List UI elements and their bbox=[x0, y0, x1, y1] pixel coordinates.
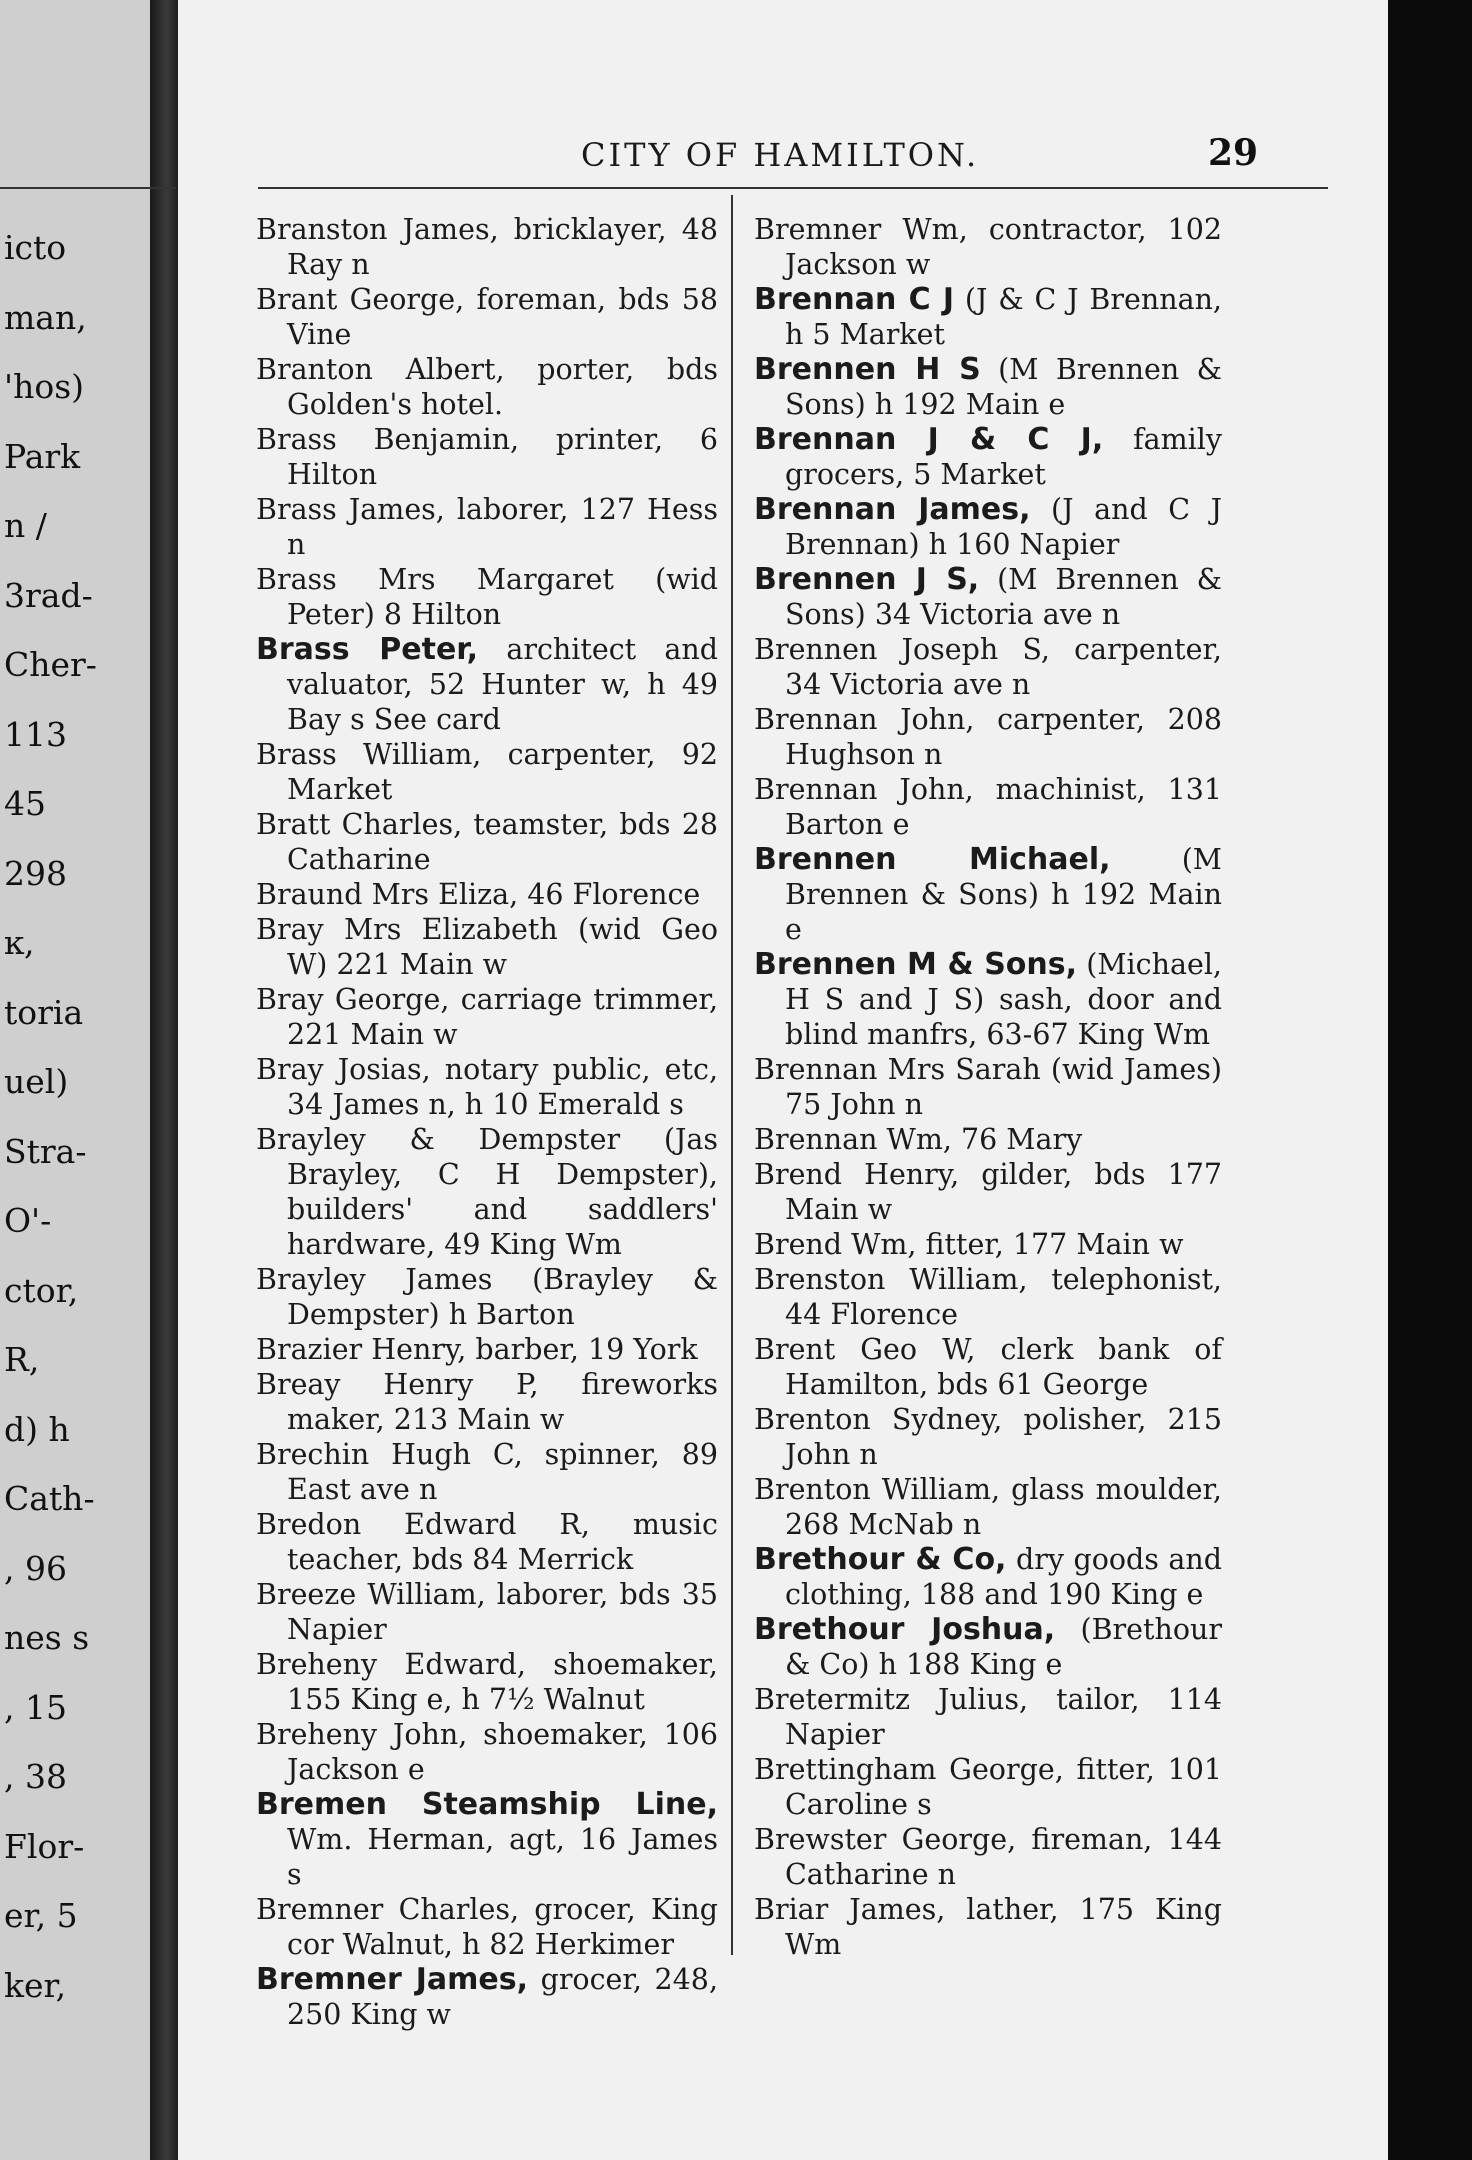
facing-page-fragment: er, 5 bbox=[4, 1896, 78, 1935]
facing-page-fragment: nes s bbox=[4, 1618, 90, 1657]
directory-entry bbox=[754, 492, 1222, 562]
facing-page-fragment: Cher- bbox=[4, 645, 97, 684]
directory-entry bbox=[754, 562, 1222, 632]
facing-page-fragment: R, bbox=[4, 1340, 40, 1379]
page-number: 29 bbox=[1208, 132, 1259, 174]
entry-text: Wm. Herman, agt, 16 James s bbox=[287, 1823, 718, 1891]
facing-page-fragment: 45 bbox=[4, 784, 46, 823]
entry-text: Brent Geo W, clerk bank of Hamilton, bds 61 George bbox=[754, 1333, 1222, 1401]
facing-page-fragment: icto bbox=[4, 228, 67, 267]
directory-entry bbox=[754, 1682, 1222, 1752]
entry-name: Brennan J & C J, bbox=[754, 422, 1104, 457]
facing-page-fragment: Park bbox=[4, 436, 81, 476]
entry-text: (M Brennen & Sons) h 192 Main e bbox=[785, 843, 1222, 946]
entry-text: Brennan John, machinist, 131 Barton e bbox=[754, 773, 1222, 841]
directory-entry bbox=[256, 282, 718, 352]
entry-text: dry goods and clothing, 188 and 190 King e bbox=[785, 1543, 1223, 1611]
entry-text: Breay Henry P, fireworks maker, 213 Main w bbox=[256, 1368, 718, 1436]
directory-entry bbox=[256, 212, 718, 282]
entry-text: (M Brennen & Sons) 34 Victoria ave n bbox=[785, 563, 1222, 631]
entry-text: Brass William, carpenter, 92 Market bbox=[256, 738, 718, 806]
directory-entry bbox=[754, 1262, 1222, 1332]
entry-text: Brazier Henry, barber, 19 York bbox=[256, 1333, 698, 1366]
directory-entry bbox=[256, 1577, 718, 1647]
facing-page-fragment: 3rad- bbox=[4, 575, 93, 615]
directory-entry bbox=[754, 352, 1222, 422]
directory-entry bbox=[256, 1367, 718, 1437]
entry-text: Brennan John, carpenter, 208 Hughson n bbox=[754, 703, 1222, 771]
entry-text: Briar James, lather, 175 King Wm bbox=[754, 1893, 1222, 1961]
directory-entry bbox=[754, 842, 1222, 947]
directory-entry bbox=[754, 1157, 1222, 1227]
entry-text: Branton Albert, porter, bds Golden's hotel. bbox=[256, 353, 718, 421]
directory-entry bbox=[256, 1717, 718, 1787]
entry-text: Bray George, carriage trimmer, 221 Main w bbox=[256, 983, 718, 1051]
entry-text: Brayley James (Brayley & Dempster) h Barton bbox=[256, 1263, 718, 1331]
entry-name: Brethour Joshua, bbox=[754, 1612, 1056, 1647]
entry-text: Bretermitz Julius, tailor, 114 Napier bbox=[754, 1683, 1222, 1751]
entry-name: Brennen J S, bbox=[754, 562, 980, 597]
directory-entry bbox=[754, 1402, 1222, 1472]
entry-text: Brechin Hugh C, spinner, 89 East ave n bbox=[256, 1438, 718, 1506]
entry-text: Brenston William, telephonist, 44 Florence bbox=[754, 1263, 1222, 1331]
entry-text: Brass Mrs Margaret (wid Peter) 8 Hilton bbox=[256, 563, 718, 631]
facing-page-fragment: , 15 bbox=[4, 1687, 67, 1727]
entry-text: Breeze William, laborer, bds 35 Napier bbox=[256, 1578, 718, 1646]
entry-text: grocer, 248, 250 King w bbox=[287, 1963, 719, 2031]
facing-page-fragment: Cath- bbox=[4, 1479, 95, 1518]
directory-entry bbox=[256, 1332, 718, 1367]
directory-entry bbox=[256, 492, 718, 562]
facing-page-rule bbox=[0, 187, 176, 189]
facing-page-fragment: 'hos) bbox=[4, 367, 85, 406]
entry-text: Brayley & Dempster (Jas Brayley, C H Dempster), builders' and saddlers' hardware, 49 King Wm bbox=[256, 1123, 718, 1261]
directory-entry bbox=[256, 807, 718, 877]
entry-text: Brant George, foreman, bds 58 Vine bbox=[256, 283, 718, 351]
entry-name: Brennen H S bbox=[754, 352, 981, 387]
directory-entry bbox=[754, 1752, 1222, 1822]
directory-entry bbox=[754, 1822, 1222, 1892]
entry-text: Brennan Mrs Sarah (wid James) 75 John n bbox=[754, 1053, 1222, 1121]
right-column bbox=[754, 212, 1222, 1962]
facing-page-fragment: n / bbox=[4, 506, 47, 545]
entry-text: Braund Mrs Eliza, 46 Florence bbox=[256, 878, 701, 911]
entry-name: Brennen M & Sons, bbox=[754, 947, 1078, 982]
entry-text: Brass James, laborer, 127 Hess n bbox=[256, 493, 718, 561]
directory-entry bbox=[256, 1437, 718, 1507]
entry-text: Bredon Edward R, music teacher, bds 84 Merrick bbox=[256, 1508, 718, 1576]
directory-entry bbox=[256, 1122, 718, 1262]
page-title: CITY OF HAMILTON. bbox=[581, 136, 980, 174]
scan-border bbox=[1388, 0, 1472, 2160]
directory-entry bbox=[754, 702, 1222, 772]
entry-text: Brass Benjamin, printer, 6 Hilton bbox=[256, 423, 718, 491]
directory-entry bbox=[256, 1787, 718, 1892]
directory-entry bbox=[754, 772, 1222, 842]
directory-entry bbox=[256, 912, 718, 982]
entry-text: Bremner Charles, grocer, King cor Walnut, h 82 Herkimer bbox=[256, 1893, 718, 1961]
entry-text: Breheny John, shoemaker, 106 Jackson e bbox=[256, 1718, 718, 1786]
directory-entry bbox=[256, 1647, 718, 1717]
entry-text: Brenton William, glass moulder, 268 McNab n bbox=[754, 1473, 1222, 1541]
facing-page-fragment: ker, bbox=[4, 1965, 67, 2005]
entry-text: Brend Wm, fitter, 177 Main w bbox=[754, 1228, 1184, 1261]
entry-text: Brennan Wm, 76 Mary bbox=[754, 1123, 1083, 1156]
book-gutter bbox=[150, 0, 178, 2160]
entry-text: Brenton Sydney, polisher, 215 John n bbox=[754, 1403, 1222, 1471]
entry-text: Brewster George, fireman, 144 Catharine n bbox=[754, 1823, 1222, 1891]
directory-entry bbox=[754, 1332, 1222, 1402]
directory-entry bbox=[754, 947, 1222, 1052]
entry-name: Brennan C J bbox=[754, 282, 954, 317]
entry-text: Branston James, bricklayer, 48 Ray n bbox=[256, 213, 718, 281]
entry-text: Breheny Edward, shoemaker, 155 King e, h 7½ Walnut bbox=[256, 1648, 718, 1716]
entry-text: (Brethour & Co) h 188 King e bbox=[785, 1613, 1222, 1681]
entry-text: (J and C J Brennan) h 160 Napier bbox=[785, 493, 1222, 561]
facing-page-fragment: man, bbox=[4, 297, 87, 337]
directory-entry bbox=[256, 1262, 718, 1332]
directory-entry bbox=[754, 1472, 1222, 1542]
entry-text: Bray Mrs Elizabeth (wid Geo W) 221 Main w bbox=[256, 913, 718, 981]
directory-entry bbox=[754, 212, 1222, 282]
directory-entry bbox=[256, 982, 718, 1052]
directory-entry bbox=[256, 632, 718, 737]
directory-entry bbox=[256, 562, 718, 632]
directory-entry bbox=[754, 282, 1222, 352]
facing-page-fragment: , 38 bbox=[4, 1757, 67, 1796]
entry-name: Bremen Steamship Line, bbox=[256, 1787, 718, 1822]
facing-page-fragment: 113 bbox=[4, 714, 67, 754]
directory-entry bbox=[256, 1052, 718, 1122]
entry-text: Brennen Joseph S, carpenter, 34 Victoria ave n bbox=[754, 633, 1222, 701]
directory-entry bbox=[256, 1962, 718, 2032]
entry-name: Brennan James, bbox=[754, 492, 1031, 527]
facing-page-fragment: ĸ, bbox=[4, 923, 35, 962]
directory-page bbox=[178, 0, 1388, 2160]
entry-text: (J & C J Brennan, h 5 Market bbox=[785, 283, 1222, 351]
entry-name: Brethour & Co, bbox=[754, 1542, 1007, 1577]
directory-entry bbox=[754, 1052, 1222, 1122]
facing-page-edge bbox=[0, 0, 150, 2160]
directory-entry bbox=[256, 422, 718, 492]
facing-page-fragment: Flor- bbox=[4, 1826, 85, 1866]
running-header bbox=[178, 130, 1388, 180]
entry-text: (M Brennen & Sons) h 192 Main e bbox=[785, 353, 1222, 421]
facing-page-fragment: d) h bbox=[4, 1409, 70, 1449]
entry-name: Brass Peter, bbox=[256, 632, 479, 667]
header-rule bbox=[258, 187, 1328, 189]
directory-entry bbox=[754, 422, 1222, 492]
left-column bbox=[256, 212, 718, 2032]
entry-text: Brettingham George, fitter, 101 Caroline s bbox=[754, 1753, 1222, 1821]
entry-text: architect and valuator, 52 Hunter w, h 49 Bay s See card bbox=[287, 633, 718, 736]
directory-entry bbox=[754, 1227, 1222, 1262]
directory-entry bbox=[256, 737, 718, 807]
facing-page-fragment: ctor, bbox=[4, 1270, 79, 1310]
directory-entry bbox=[256, 1892, 718, 1962]
facing-page-fragment: O'- bbox=[4, 1201, 52, 1240]
facing-page-fragment: uel) bbox=[4, 1062, 69, 1101]
directory-entry bbox=[754, 632, 1222, 702]
facing-page-fragment: Stra- bbox=[4, 1131, 87, 1171]
entry-name: Bremner James, bbox=[256, 1962, 528, 1997]
directory-entry bbox=[754, 1892, 1222, 1962]
directory-entry bbox=[256, 877, 718, 912]
facing-page-fragment: 298 bbox=[4, 853, 67, 893]
entry-name: Brennen Michael, bbox=[754, 842, 1111, 877]
entry-text: Brend Henry, gilder, bds 177 Main w bbox=[754, 1158, 1222, 1226]
facing-page-fragment: , 96 bbox=[4, 1548, 67, 1588]
entry-text: Bray Josias, notary public, etc, 34 James n, h 10 Emerald s bbox=[256, 1053, 718, 1121]
entry-text: (Michael, H S and J S) sash, door and blind manfrs, 63-67 King Wm bbox=[785, 948, 1222, 1051]
entry-text: Bremner Wm, contractor, 102 Jackson w bbox=[754, 213, 1222, 281]
facing-page-fragment: toria bbox=[4, 992, 84, 1032]
column-divider bbox=[731, 195, 733, 1955]
entry-text: Bratt Charles, teamster, bds 28 Catharine bbox=[256, 808, 718, 876]
directory-entry bbox=[754, 1542, 1222, 1612]
directory-entry bbox=[256, 352, 718, 422]
directory-entry bbox=[754, 1612, 1222, 1682]
entry-text: family grocers, 5 Market bbox=[785, 423, 1222, 491]
directory-entry bbox=[754, 1122, 1222, 1157]
directory-entry bbox=[256, 1507, 718, 1577]
